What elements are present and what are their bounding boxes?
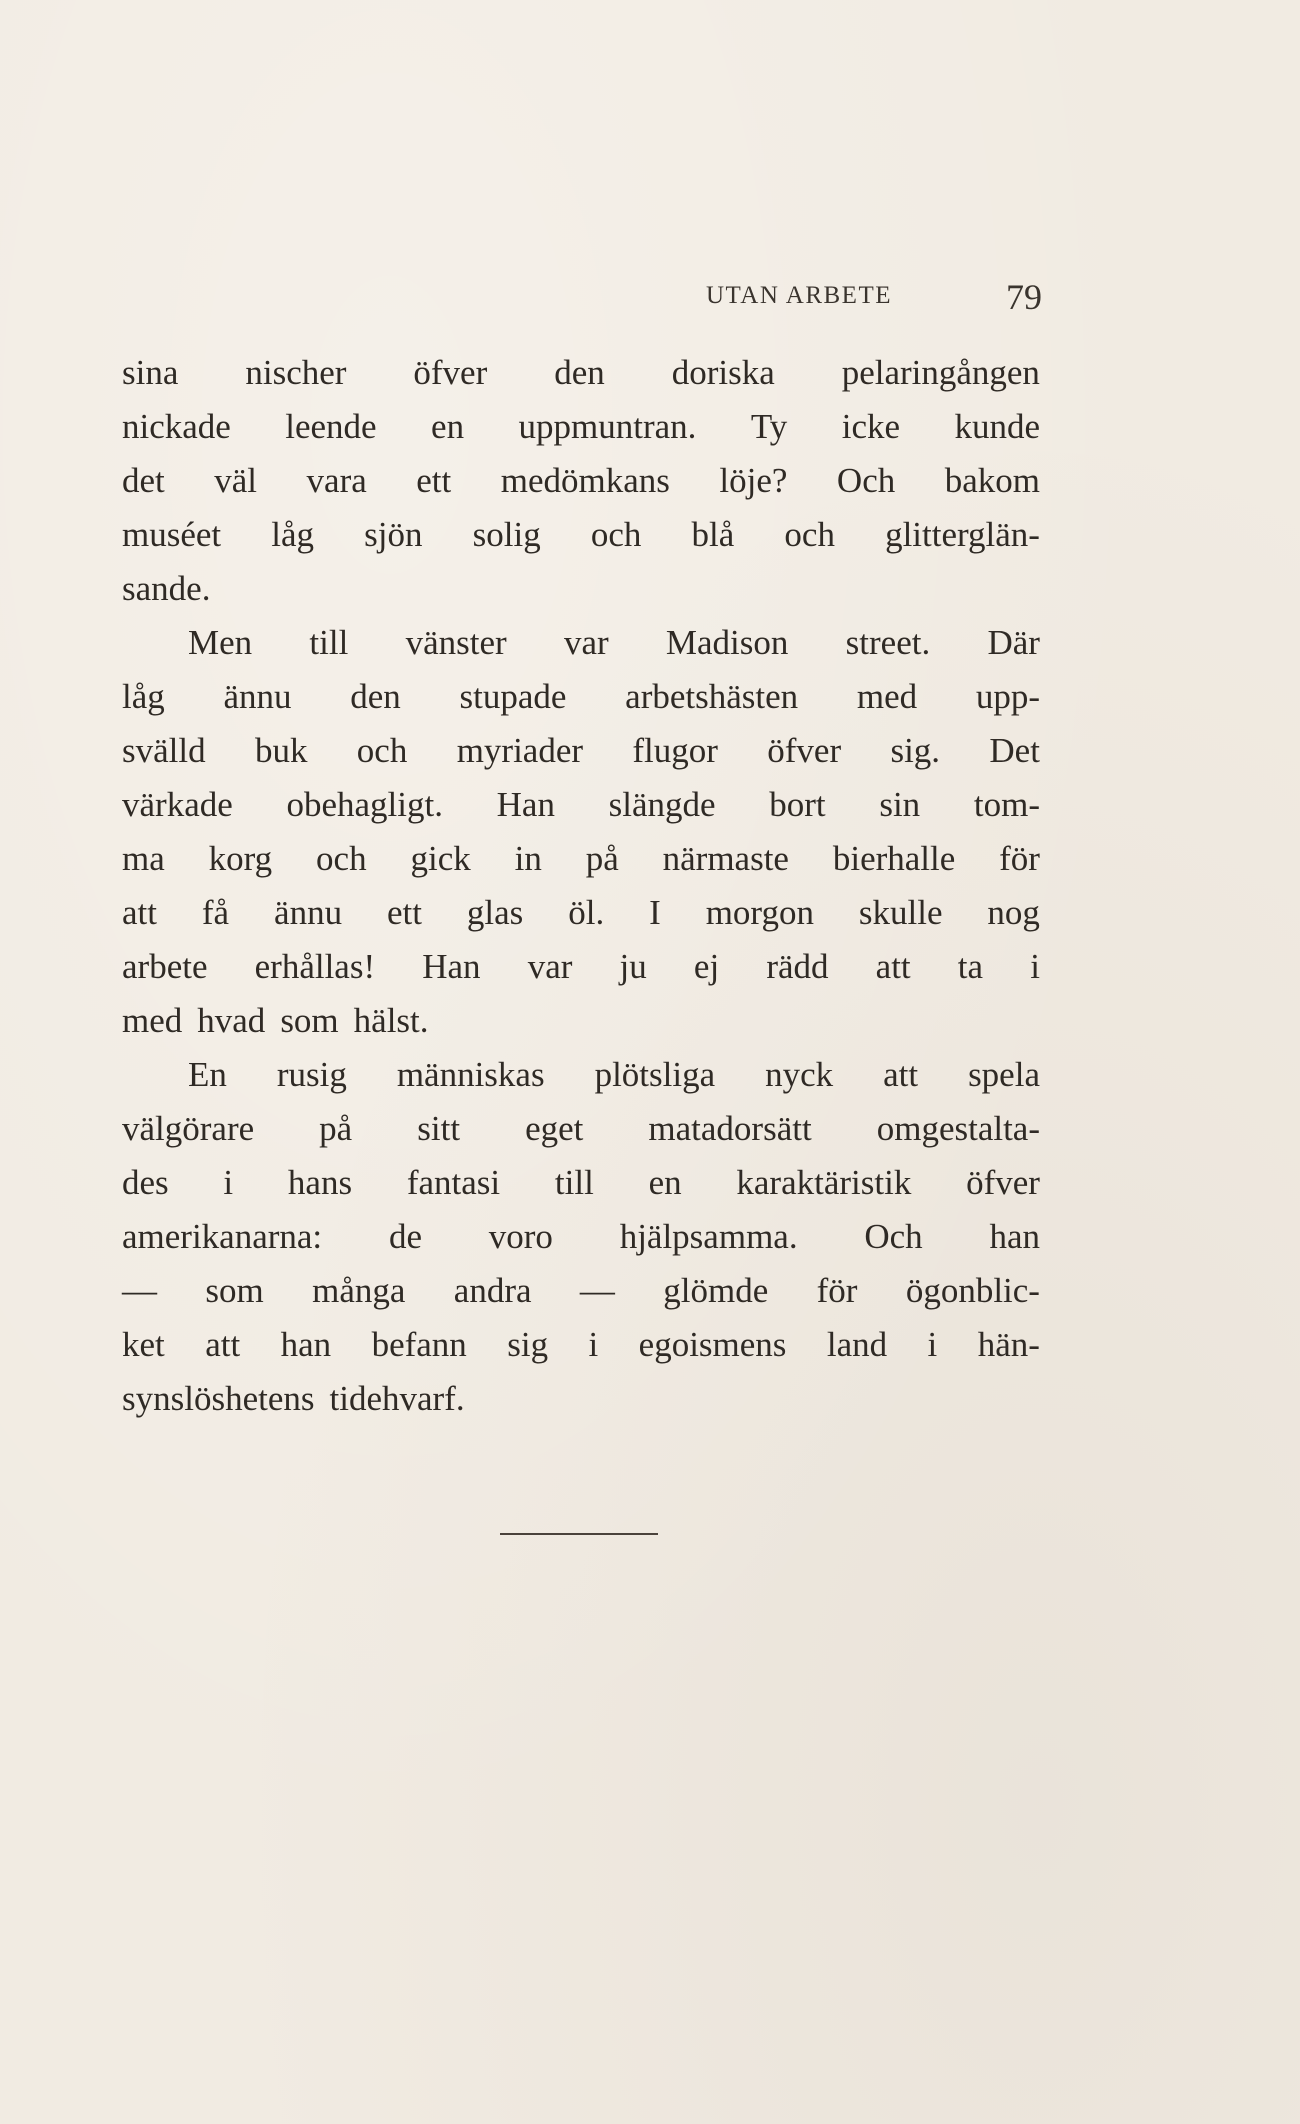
text-line: sina nischer öfver den doriska pelaringången	[122, 353, 1040, 392]
text-line: — som många andra — glömde för ögonblic-	[122, 1271, 1040, 1310]
paragraph	[122, 1048, 1040, 1426]
text-line: sande.	[122, 569, 211, 608]
page-number: 79	[1006, 277, 1042, 317]
running-head	[122, 276, 1042, 326]
text-line: ket att han befann sig i egoismens land i hän-	[122, 1325, 1040, 1364]
text-line: nickade leende en uppmuntran. Ty icke kunde	[122, 407, 1040, 446]
text-line: des i hans fantasi till en karaktäristik öfver	[122, 1163, 1040, 1202]
text-line: att få ännu ett glas öl. I morgon skulle nog	[122, 893, 1040, 932]
text-line: ma korg och gick in på närmaste bierhalle för	[122, 839, 1040, 878]
text-line: välgörare på sitt eget matadorsätt omgestalta-	[122, 1109, 1040, 1148]
paragraph	[122, 616, 1040, 1048]
text-line: Men till vänster var Madison street. Där	[188, 623, 1040, 662]
body-text	[122, 346, 1040, 1426]
text-line: synslöshetens tidehvarf.	[122, 1379, 465, 1418]
text-line: amerikanarna: de voro hjälpsamma. Och han	[122, 1217, 1040, 1256]
text-line: muséet låg sjön solig och blå och glitterglän-	[122, 515, 1040, 554]
running-title: UTAN ARBETE	[705, 282, 892, 309]
text-line: En rusig människas plötsliga nyck att spela	[188, 1055, 1040, 1094]
text-line: låg ännu den stupade arbetshästen med upp-	[122, 677, 1040, 716]
end-rule	[500, 1533, 658, 1535]
text-line: svälld buk och myriader flugor öfver sig. Det	[122, 731, 1040, 770]
text-line: det väl vara ett medömkans löje? Och bakom	[122, 461, 1040, 500]
paragraph	[122, 346, 1040, 616]
text-line: värkade obehagligt. Han slängde bort sin tom-	[122, 785, 1040, 824]
text-line: arbete erhållas! Han var ju ej rädd att ta i	[122, 947, 1040, 986]
text-line: med hvad som hälst.	[122, 1001, 429, 1040]
